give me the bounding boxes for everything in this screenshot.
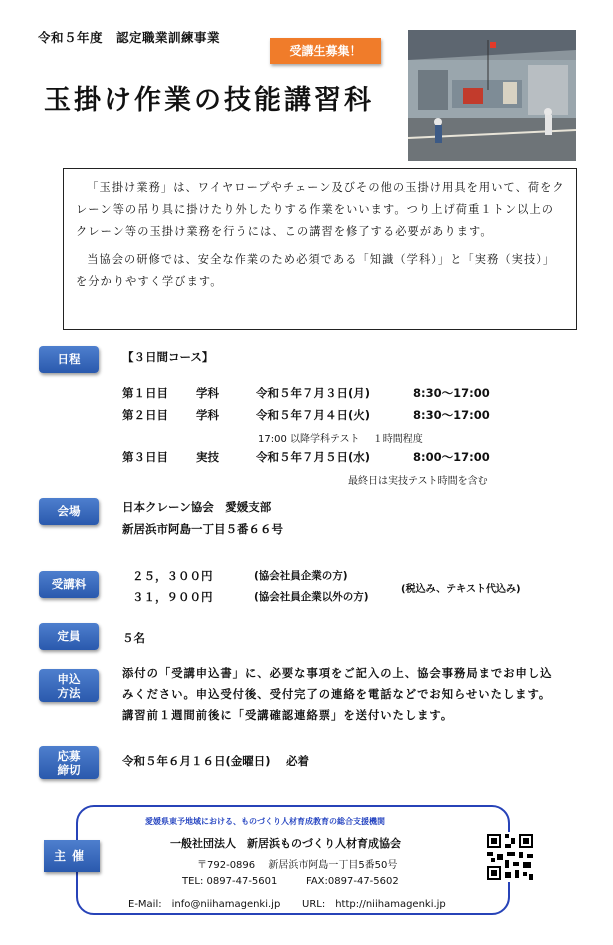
day1-name: 第１日目 bbox=[122, 386, 168, 400]
venue-name: 日本クレーン協会 愛媛支部 bbox=[122, 500, 272, 514]
day3-note: 最終日は実技テスト時間を含む bbox=[348, 476, 488, 487]
application-text: 添付の「受講申込書」に、必要な事項をご記入の上、協会事務局までお申し込みください。申込受付後、受付完了の連絡を電話などでお知らせいたします。講習前１週間前後に「受講確認連絡票」を送付いたします。 bbox=[122, 667, 553, 722]
deadline-label-line1: 応募 bbox=[57, 749, 81, 763]
application-label bbox=[39, 669, 99, 702]
nonmember-note: (協会社員企業以外の方) bbox=[254, 591, 369, 603]
capacity-label: 定員 bbox=[39, 623, 99, 650]
intro-paragraph-2: 当協会の研修では、安全な作業のため必須である「知識（学科）」と「実務（実技）」を分かりやすく学びます。 bbox=[76, 253, 556, 288]
capacity-value: ５名 bbox=[122, 631, 145, 645]
course-length: 【３日間コース】 bbox=[122, 350, 214, 364]
schedule-label: 日程 bbox=[39, 346, 99, 373]
day3-name: 第３日目 bbox=[122, 450, 168, 464]
host-label: 主催 bbox=[44, 840, 100, 872]
day2-name: 第２日目 bbox=[122, 408, 168, 422]
training-hall-photo bbox=[408, 30, 576, 161]
venue-label: 会場 bbox=[39, 498, 99, 525]
intro-paragraph-1: 「玉掛け業務」は、ワイヤロープやチェーン及びその他の玉掛け用具を用いて、荷をクレーン等の吊り具に掛けたり外したりする作業をいいます。つり上げ荷重１トン以上のクレーン等の玉掛け業務を行うには、この講習を修了する必要があります。 bbox=[76, 181, 565, 238]
day1-date: 令和５年７月３日(月) bbox=[256, 386, 371, 400]
day2-time: 8:30～17:00 bbox=[413, 408, 490, 422]
org-postal-address: 〒792-0896 新居浜市阿島一丁目5番50号 bbox=[197, 860, 398, 871]
day2-date: 令和５年７月４日(火) bbox=[256, 408, 371, 422]
deadline-label-line2: 締切 bbox=[57, 763, 81, 777]
deadline-label bbox=[39, 746, 99, 779]
application-label-line1: 申込 bbox=[57, 672, 81, 686]
day3-type: 実技 bbox=[196, 450, 219, 464]
program-subtitle: 令和５年度 認定職業訓練事業 bbox=[38, 30, 221, 45]
org-tel: TEL: 0897-47-5601 bbox=[182, 876, 278, 887]
member-price: ２５，３００円 bbox=[132, 569, 213, 583]
org-url[interactable]: URL: http://niihamagenki.jp bbox=[302, 899, 446, 910]
application-label-line2: 方法 bbox=[57, 686, 81, 700]
venue-address: 新居浜市阿島一丁目５番６６号 bbox=[122, 522, 283, 536]
qr-code bbox=[485, 832, 535, 882]
day1-type: 学科 bbox=[196, 386, 219, 400]
org-fax: FAX:0897-47-5602 bbox=[306, 876, 399, 887]
intro-box bbox=[63, 168, 577, 330]
page-title: 玉掛け作業の技能講習科 bbox=[44, 85, 374, 116]
org-email[interactable]: E-Mail: info@niihamagenki.jp bbox=[128, 899, 281, 910]
deadline-value: 令和５年６月１６日(金曜日) 必着 bbox=[122, 754, 310, 768]
org-tagline: 愛媛県東予地域における、ものづくり人材育成教育の総合支援機関 bbox=[145, 817, 385, 826]
member-note: (協会社員企業の方) bbox=[254, 570, 348, 582]
recruiting-badge: 受講生募集！ bbox=[270, 38, 381, 64]
tax-note: (税込み、テキスト代込み) bbox=[401, 584, 521, 595]
day1-time: 8:30～17:00 bbox=[413, 386, 490, 400]
org-name: 一般社団法人 新居浜ものづくり人材育成協会 bbox=[170, 837, 401, 850]
nonmember-price: ３１，９００円 bbox=[132, 590, 213, 604]
day3-time: 8:00～17:00 bbox=[413, 450, 490, 464]
day2-note: 17:00 以降学科テスト １時間程度 bbox=[258, 434, 423, 445]
day2-type: 学科 bbox=[196, 408, 219, 422]
day3-date: 令和５年７月５日(水) bbox=[256, 450, 371, 464]
fee-label: 受講料 bbox=[39, 571, 99, 598]
